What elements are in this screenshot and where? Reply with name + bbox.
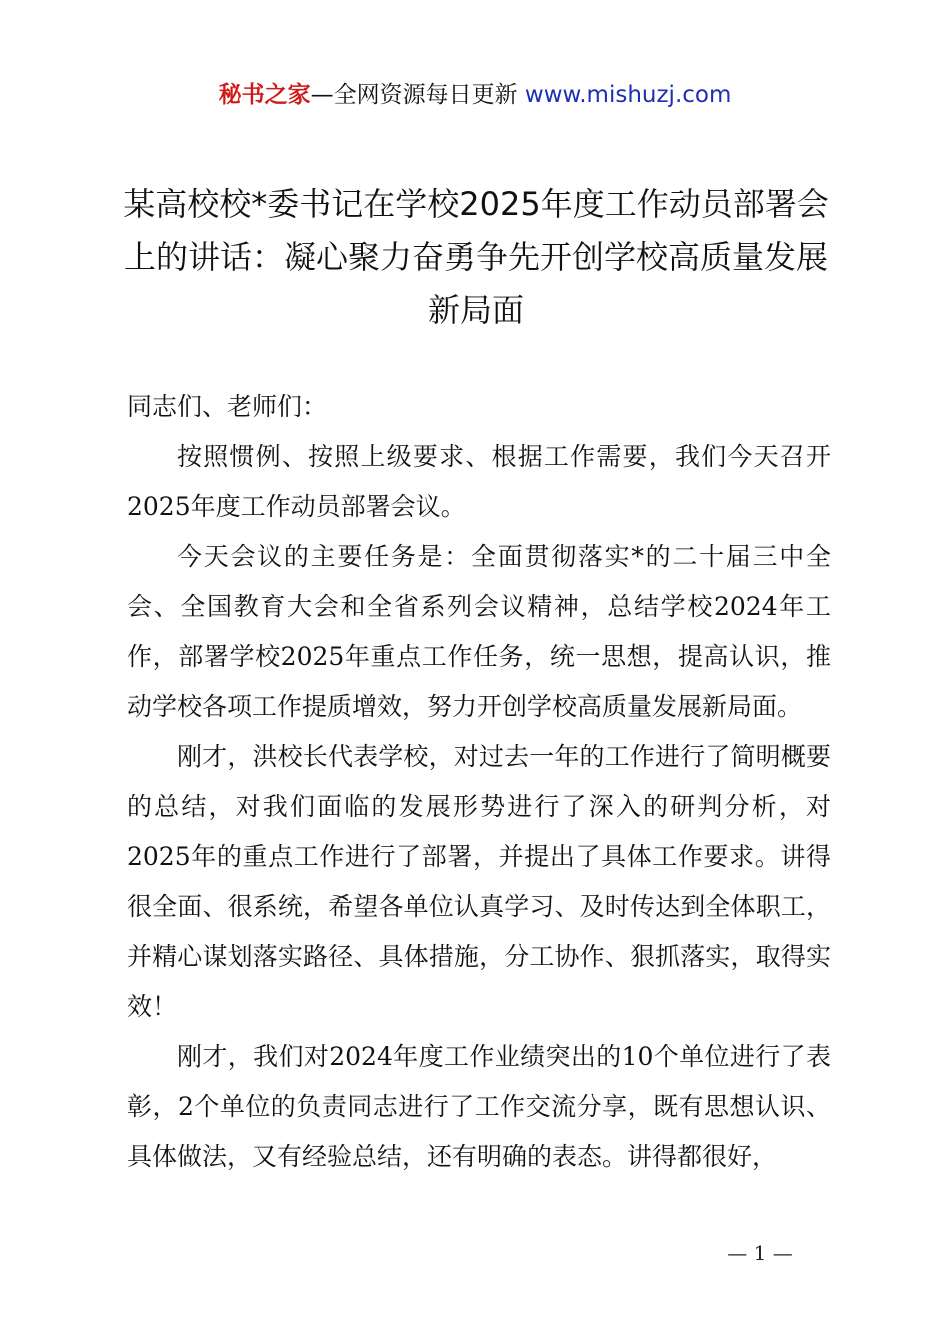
paragraph-1: 按照惯例、按照上级要求、根据工作需要，我们今天召开2025年度工作动员部署会议。: [127, 442, 831, 521]
page-number: — 1 —: [727, 1241, 793, 1265]
header-dash: —: [310, 82, 334, 108]
header-slogan: 全网资源每日更新: [333, 82, 525, 108]
site-brand: 秘书之家: [218, 82, 311, 108]
paragraph-3: 刚才，洪校长代表学校，对过去一年的工作进行了简明概要的总结，对我们面临的发展形势进行了深入的研判分析，对2025年的重点工作进行了部署，并提出了具体工作要求。讲得很全面、很系统，希望各单位认真学习、及时传达到全体职工，并精心谋划落实路径、具体措施，分工协作、狠抓落实，取得实效！: [127, 742, 831, 1021]
site-url-link[interactable]: www.mishuzj.com: [524, 82, 732, 108]
salutation: 同志们、老师们：: [127, 392, 328, 421]
paragraph-4: 刚才，我们对2024年度工作业绩突出的10个单位进行了表彰，2个单位的负责同志进行了工作交流分享，既有思想认识、具体做法，又有经验总结，还有明确的表态。讲得都很好，: [127, 1042, 831, 1171]
document-title: 某高校校*委书记在学校2025年度工作动员部署会上的讲话：凝心聚力奋勇争先开创学校高质量发展新局面: [123, 185, 829, 329]
paragraph-2: 今天会议的主要任务是：全面贯彻落实*的二十届三中全会、全国教育大会和全省系列会议精神，总结学校2024年工作，部署学校2025年重点工作任务，统一思想，提高认识，推动学校各项工作提质增效，努力开创学校高质量发展新局面。: [127, 542, 831, 721]
document-body: [127, 382, 831, 1182]
site-header: [0, 78, 950, 112]
